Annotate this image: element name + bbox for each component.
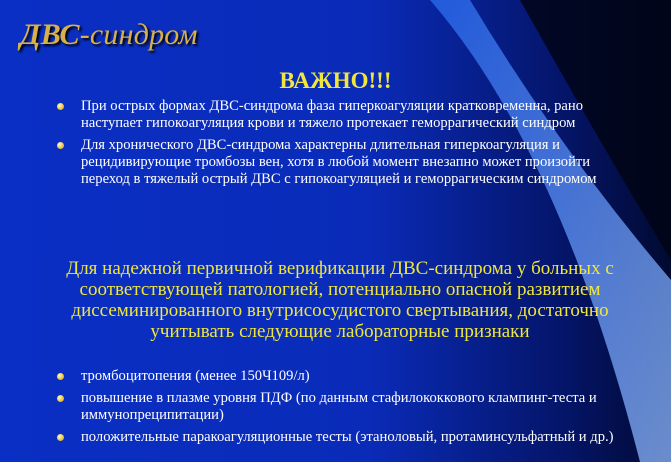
bullet-icon: [57, 434, 64, 441]
verification-paragraph: Для надежной первичной верификации ДВС-синдрома у больных с соответствующей патологией, потенциально опасной развитием диссеминированного внутрисосудистого свертывания, достаточно учитывать следующие лабораторные признаки: [66, 258, 614, 342]
list-item: [57, 137, 617, 188]
list-item-text: повышение в плазме уровня ПДФ (по данным стафилококкового клампинг-теста и иммунопреципитации): [81, 390, 597, 423]
bullet-icon: [57, 395, 64, 402]
list-item: [57, 429, 617, 446]
bullet-icon: [57, 103, 64, 110]
bullet-icon: [57, 373, 64, 380]
bullet-list-top: [57, 98, 617, 193]
list-item-text: Для хронического ДВС-синдрома характерны длительная гиперкоагуляция и рецидивирующие тромбозы вен, хотя в любой момент внезапно может произойти переход в тяжелый острый ДВС с гипокоагуляцией и геморрагическим синдромом: [81, 137, 597, 187]
list-item-text: положительные паракоагуляционные тесты (этаноловый, протаминсульфатный и др.): [81, 429, 614, 445]
list-item: [57, 98, 617, 132]
slide-title-bold: ДВС: [20, 18, 80, 51]
important-heading: ВАЖНО!!!: [279, 68, 392, 93]
slide-title: [20, 18, 198, 52]
list-item-text: При острых формах ДВС-синдрома фаза гиперкоагуляции кратковременна, рано наступает гипокоагуляция крови и тяжело протекает геморрагический синдром: [81, 98, 584, 131]
slide-title-rest: -синдром: [79, 18, 198, 51]
list-item: [57, 368, 617, 385]
bullet-list-bottom: [57, 368, 617, 451]
bullet-icon: [57, 142, 64, 149]
list-item: [57, 390, 617, 424]
list-item-text: тромбоцитопения (менее 150Ч109/л): [81, 368, 310, 384]
